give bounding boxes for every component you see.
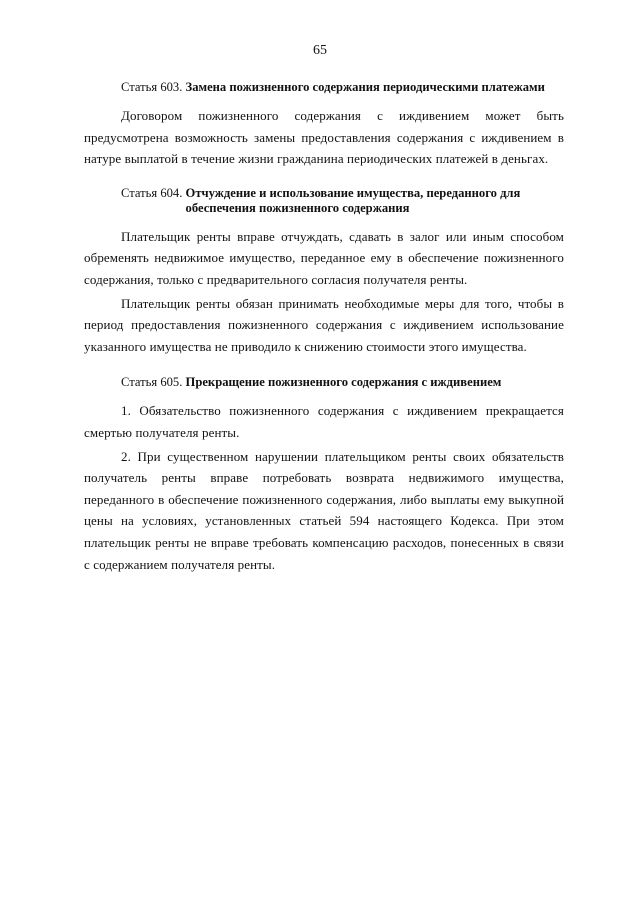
article-605 — [84, 375, 564, 575]
article-603 — [84, 80, 564, 170]
article-paragraph: Плательщик ренты вправе отчуждать, сдавать в залог или иным способом обременять недвижимое имущество, переданное ему в обеспечение пожизненного содержания, только с предварительного согласия получателя ренты. — [84, 228, 564, 287]
article-heading — [84, 375, 564, 390]
article-604 — [84, 186, 564, 358]
article-number: Статья 603. — [121, 80, 183, 94]
article-title: Замена пожизненного содержания периодическими платежами — [185, 80, 545, 94]
article-heading — [84, 80, 564, 95]
article-heading — [84, 186, 564, 216]
document-body — [84, 80, 564, 575]
article-paragraph: 2. При существенном нарушении плательщиком ренты своих обязательств получатель ренты вправе потребовать возврата недвижимого имущества, переданного в обеспечение пожизненного содержания, либо выплаты ему выкупной цены на условиях, установленных статьей 594 настоящего Кодекса. При этом плательщик ренты не вправе требовать компенсацию расходов, понесенных в связи с содержанием получателя ренты. — [84, 448, 564, 572]
article-paragraph: 1. Обязательство пожизненного содержания с иждивением прекращается смертью получателя ренты. — [84, 403, 564, 440]
article-number: Статья 604. — [121, 185, 183, 200]
article-paragraph: Договором пожизненного содержания с иждивением может быть предусмотрена возможность замены предоставления содержания с иждивением в натуре выплатой в течение жизни гражданина периодических платежей в деньгах. — [84, 108, 564, 167]
article-paragraph: Плательщик ренты обязан принимать необходимые меры для того, чтобы в период предоставления пожизненного содержания с иждивением использование указанного имущества не приводило к снижению стоимости этого имущества. — [84, 295, 564, 354]
page-number: 65 — [313, 43, 327, 58]
article-title: Отчуждение и использование имущества, переданного для обеспечения пожизненного содержания — [185, 185, 521, 215]
article-number: Статья 605. — [121, 375, 183, 390]
article-title: Прекращение пожизненного содержания с иждивением — [185, 375, 502, 390]
